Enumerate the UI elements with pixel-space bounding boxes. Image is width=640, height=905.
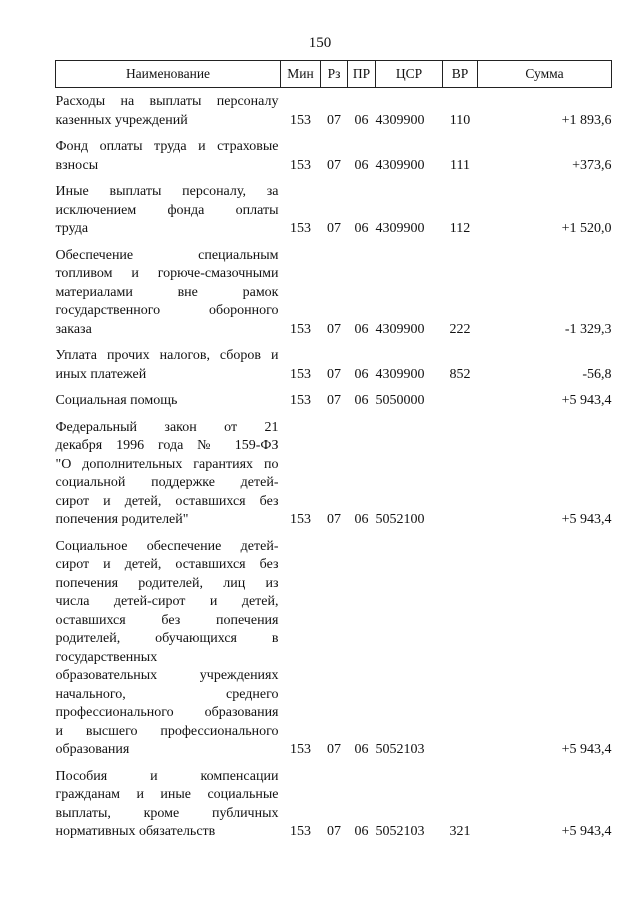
cell-name-line: начального, среднего (55, 686, 279, 702)
budget-table (55, 60, 612, 850)
cell-min: 153 (290, 512, 311, 527)
table-row (56, 768, 612, 850)
header-sum: Сумма (478, 61, 612, 88)
cell-name-line: и высшего профессионального (55, 723, 279, 739)
cell-name-line: Пособия и компенсации (55, 768, 279, 784)
cell-vr: 321 (449, 824, 471, 839)
cell-pr: 06 (354, 112, 369, 128)
cell-csr: 5052103 (375, 824, 425, 839)
cell-sum: +5 943,4 (561, 393, 612, 408)
cell-sum: +1 520,0 (561, 221, 612, 236)
cell-name-line: исключением фонда оплаты (55, 202, 279, 218)
cell-sum: +1 893,6 (561, 112, 612, 128)
cell-name (56, 183, 281, 247)
cell-name-line: казенных учреждений (55, 112, 188, 128)
cell-name-line: Иные выплаты персоналу, за (55, 184, 279, 199)
header-pr: ПР (348, 61, 376, 88)
cell-name-line: попечения родителей, лиц из (55, 575, 279, 591)
cell-rz: 07 (327, 321, 341, 337)
cell-name-line: Уплата прочих налогов, сборов и (55, 348, 279, 363)
cell-rz: 07 (327, 512, 341, 527)
cell-name (56, 419, 281, 538)
cell-name (56, 347, 281, 392)
cell-name-line: топливом и горюче-смазочными (55, 266, 279, 281)
table-row (56, 538, 612, 768)
cell-vr (443, 419, 478, 538)
cell-sum: -56,8 (582, 366, 612, 382)
cell-vr: 110 (449, 112, 471, 128)
cell-rz: 07 (327, 157, 341, 173)
cell-vr (443, 392, 478, 419)
cell-name (56, 247, 281, 348)
page-number: 150 (308, 35, 332, 51)
cell-name (56, 538, 281, 768)
cell-name-line: заказа (55, 321, 92, 337)
cell-name-line: Обеспечение специальным (55, 247, 279, 263)
cell-vr: 222 (449, 321, 471, 337)
cell-name-line: сирот и детей, оставшихся без (55, 493, 279, 509)
cell-name-line: попечения родителей" (55, 512, 189, 527)
cell-pr: 06 (354, 512, 369, 527)
cell-name (56, 88, 281, 139)
cell-sum: +5 943,4 (561, 512, 612, 527)
table-row (56, 183, 612, 247)
cell-min: 153 (290, 112, 311, 128)
header-rz: Рз (321, 61, 348, 88)
cell-pr: 06 (354, 393, 369, 408)
cell-name-line: Федеральный закон от 21 (55, 419, 279, 435)
cell-name (56, 392, 281, 419)
cell-name-line: государственного оборонного (55, 303, 279, 318)
cell-name-line: социальной поддержке детей- (55, 475, 279, 490)
cell-name-line: образования (55, 742, 130, 757)
cell-name-line: гражданам и иные социальные (55, 787, 279, 802)
cell-pr: 06 (354, 824, 369, 839)
cell-rz: 07 (327, 742, 341, 757)
cell-name-line: Социальная помощь (55, 393, 178, 408)
cell-pr: 06 (354, 157, 369, 173)
header-csr: ЦСР (376, 61, 443, 88)
cell-csr: 5052100 (375, 512, 425, 527)
cell-name-line: выплаты, кроме публичных (55, 805, 279, 821)
cell-vr: 112 (449, 221, 471, 236)
header-name: Наименование (56, 61, 281, 88)
cell-name-line: декабря 1996 года № 159-ФЗ (55, 438, 279, 453)
cell-sum: -1 329,3 (564, 321, 612, 337)
cell-vr: 852 (449, 366, 471, 382)
cell-csr: 4309900 (375, 321, 425, 337)
cell-name-line: образовательных учреждениях (55, 668, 279, 683)
cell-name-line: "О дополнительных гарантиях по (55, 456, 279, 472)
cell-sum: +373,6 (572, 157, 612, 173)
cell-rz: 07 (327, 393, 341, 408)
table-row (56, 88, 612, 139)
table-header-row (56, 61, 612, 88)
cell-name-line: Фонд оплаты труда и страховые (55, 139, 279, 154)
cell-name-line: труда (55, 221, 89, 236)
cell-min: 153 (290, 393, 311, 408)
cell-vr (443, 538, 478, 768)
cell-name (56, 768, 281, 850)
cell-rz: 07 (327, 112, 341, 128)
table-row (56, 392, 612, 419)
cell-csr: 5052103 (375, 742, 425, 757)
table-row (56, 247, 612, 348)
cell-min: 153 (290, 221, 311, 236)
header-vr: ВР (443, 61, 478, 88)
cell-name-line: взносы (55, 157, 99, 173)
cell-csr: 4309900 (375, 112, 425, 128)
cell-name-line: государственных (55, 649, 158, 665)
cell-name-line: числа детей-сирот и детей, (55, 594, 279, 609)
cell-name-line: нормативных обязательств (55, 824, 216, 839)
cell-name-line: профессионального образования (55, 705, 279, 720)
cell-rz: 07 (327, 366, 341, 382)
cell-pr: 06 (354, 221, 369, 236)
cell-sum: +5 943,4 (561, 824, 612, 839)
cell-rz: 07 (327, 221, 341, 236)
cell-name-line: родителей, обучающихся в (55, 631, 279, 646)
cell-sum: +5 943,4 (561, 742, 612, 757)
cell-name-line: Расходы на выплаты персоналу (55, 94, 279, 109)
table-body (56, 88, 612, 850)
cell-name-line: сирот и детей, оставшихся без (55, 557, 279, 572)
cell-rz: 07 (327, 824, 341, 839)
cell-pr: 06 (354, 742, 369, 757)
cell-min: 153 (290, 157, 311, 173)
cell-min: 153 (290, 824, 311, 839)
table-row (56, 419, 612, 538)
cell-min: 153 (290, 742, 311, 757)
cell-name-line: Социальное обеспечение детей- (55, 538, 279, 554)
cell-name (56, 138, 281, 183)
cell-csr: 5050000 (375, 393, 425, 408)
header-min: Мин (281, 61, 321, 88)
cell-pr: 06 (354, 321, 369, 337)
cell-min: 153 (290, 366, 311, 382)
cell-csr: 4309900 (375, 221, 425, 236)
table-row (56, 138, 612, 183)
cell-min: 153 (290, 321, 311, 337)
cell-name-line: оставшихся без попечения (55, 612, 279, 628)
cell-pr: 06 (354, 366, 369, 382)
table-row (56, 347, 612, 392)
cell-name-line: иных платежей (55, 366, 147, 382)
cell-csr: 4309900 (375, 366, 425, 382)
cell-vr: 111 (450, 157, 470, 173)
cell-name-line: материалами вне рамок (55, 284, 279, 300)
cell-csr: 4309900 (375, 157, 425, 173)
